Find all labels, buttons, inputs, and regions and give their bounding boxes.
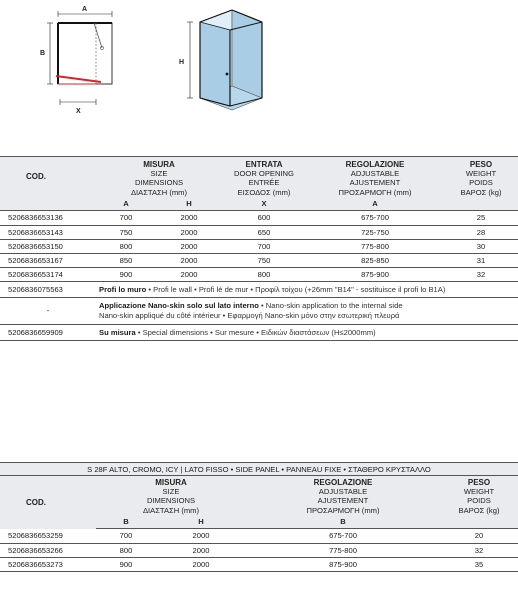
adjust-header-en: ADJUSTABLE — [350, 169, 400, 179]
sub-header-adj: B — [246, 515, 440, 529]
row-weight: 28 — [444, 225, 518, 239]
size-header-en: SIZE — [162, 487, 180, 497]
side-panel-table — [0, 462, 518, 572]
row-adj: 675-700 — [246, 529, 440, 543]
weight-header-gr: ΒΑΡΟΣ (kg) — [460, 187, 502, 197]
sub-header-x: X — [222, 197, 306, 211]
size-header-en: SIZE — [150, 169, 168, 179]
size-header-gr: ΔΙΑΣΤΑΣΗ (mm) — [142, 505, 200, 515]
row-x: 800 — [222, 268, 306, 282]
row-adj: 775-800 — [246, 543, 440, 557]
note-row-custom — [0, 325, 518, 341]
row-h: 2000 — [156, 557, 246, 571]
weight-header-it: PESO — [469, 160, 493, 169]
table-row — [0, 557, 518, 571]
sub-header-h: H — [156, 515, 246, 529]
row-b: 800 — [96, 543, 156, 557]
entry-header-en: DOOR OPENING — [234, 169, 294, 179]
row-weight: 30 — [444, 239, 518, 253]
note-code: 5206836659909 — [0, 325, 96, 341]
note-row-nano-skin — [0, 298, 518, 325]
row-adj: 675-700 — [306, 211, 444, 225]
row-code: 5206836653150 — [0, 239, 96, 253]
row-h: 2000 — [156, 268, 222, 282]
iso-view-diagram — [170, 0, 270, 122]
product-table — [0, 156, 518, 341]
diagrams — [0, 0, 518, 150]
table-row — [0, 239, 518, 253]
product-table-header — [0, 157, 518, 197]
adjust-header-it: REGOLAZIONE — [313, 478, 373, 487]
row-weight: 32 — [440, 543, 518, 557]
row-weight: 25 — [444, 211, 518, 225]
adjust-header-fr: AJUSTEMENT — [349, 178, 401, 188]
dim-h-label: H — [179, 59, 185, 66]
table-row — [0, 529, 518, 543]
row-x: 600 — [222, 211, 306, 225]
note-code: - — [0, 298, 96, 325]
sub-header-h: H — [156, 197, 222, 211]
row-a: 800 — [96, 239, 156, 253]
size-header-gr: ΔΙΑΣΤΑΣΗ (mm) — [130, 187, 188, 197]
plan-view-diagram — [36, 2, 136, 114]
row-weight: 35 — [440, 557, 518, 571]
weight-header-fr: POIDS — [469, 178, 493, 188]
table-row — [0, 268, 518, 282]
dim-b-label: B — [40, 50, 46, 57]
entry-header-it: ENTRATA — [245, 160, 283, 169]
row-code: 5206836653167 — [0, 253, 96, 267]
row-h: 2000 — [156, 211, 222, 225]
row-b: 700 — [96, 529, 156, 543]
row-a: 850 — [96, 253, 156, 267]
weight-header-en: WEIGHT — [465, 169, 497, 179]
row-b: 900 — [96, 557, 156, 571]
note-title: Profi lo muro — [99, 284, 147, 294]
weight-header-gr: ΒΑΡΟΣ (kg) — [458, 505, 500, 515]
row-h: 2000 — [156, 239, 222, 253]
weight-header-it: PESO — [467, 478, 491, 487]
row-weight: 32 — [444, 268, 518, 282]
dim-a-label: A — [82, 6, 88, 13]
adjust-header-it: REGOLAZIONE — [345, 160, 405, 169]
row-adj: 875-900 — [246, 557, 440, 571]
row-h: 2000 — [156, 529, 246, 543]
note-title: Su misura — [99, 327, 136, 337]
adjust-header-gr: ΠΡΟΣΑΡΜΟΓΗ (mm) — [338, 187, 412, 197]
row-h: 2000 — [156, 253, 222, 267]
table-row — [0, 253, 518, 267]
row-adj: 875-900 — [306, 268, 444, 282]
table-row — [0, 543, 518, 557]
code-header: COD. — [26, 172, 46, 182]
row-h: 2000 — [156, 225, 222, 239]
row-weight: 20 — [440, 529, 518, 543]
note-row-wall-profile — [0, 282, 518, 298]
row-code: 5206836653174 — [0, 268, 96, 282]
row-a: 700 — [96, 211, 156, 225]
size-header-it: MISURA — [155, 478, 187, 487]
note-code: 5206836075563 — [0, 282, 96, 298]
entry-header-fr: ENTRÉE — [248, 178, 280, 188]
row-weight: 31 — [444, 253, 518, 267]
row-code: 5206836653259 — [0, 529, 96, 543]
size-header-fr: DIMENSIONS — [146, 496, 196, 506]
size-header-it: MISURA — [143, 160, 175, 169]
row-x: 650 — [222, 225, 306, 239]
row-a: 750 — [96, 225, 156, 239]
weight-header-en: WEIGHT — [463, 487, 495, 497]
sub-header-adj: A — [306, 197, 444, 211]
dim-x-label: X — [76, 108, 81, 115]
note-text: • Profi le wall • Profi lé de mur • Προφίλ τοίχου (+26mm "B14" - sostituisce il profi lo B1A) — [146, 284, 446, 294]
row-code: 5206836653143 — [0, 225, 96, 239]
size-header-fr: DIMENSIONS — [134, 178, 184, 188]
adjust-header-gr: ΠΡΟΣΑΡΜΟΓΗ (mm) — [306, 505, 380, 515]
row-h: 2000 — [156, 543, 246, 557]
note-text: • Special dimensions • Sur mesure • Ειδικών διαστάσεων (H≤2000mm) — [135, 327, 376, 337]
entry-header-gr: ΕΙΣΟΔΟΣ (mm) — [237, 187, 291, 197]
adjust-header-fr: AJUSTEMENT — [317, 496, 369, 506]
adjust-header-en: ADJUSTABLE — [318, 487, 368, 497]
code-header: COD. — [26, 497, 46, 507]
row-adj: 725-750 — [306, 225, 444, 239]
sub-header-a: A — [96, 197, 156, 211]
side-panel-header — [0, 476, 518, 529]
note-text-line2: Nano-skin appliqué du côté intérieur • Εφαρμογή Nano-skin μόνο στην εσωτερική πλευρά — [99, 311, 400, 321]
table-row — [0, 225, 518, 239]
side-panel-title: S 28F ALTO, CROMO, ICY | LATO FISSO • SIDE PANEL • PANNEAU FIXE • ΣΤΑΘΕΡΟ ΚΡΥΣΤΑΛΛΟ — [0, 463, 518, 476]
row-a: 900 — [96, 268, 156, 282]
note-title: Applicazione Nano-skin solo sul lato interno — [99, 300, 259, 310]
row-adj: 825-850 — [306, 253, 444, 267]
note-text: • Nano-skin application to the internal side — [258, 300, 403, 310]
row-adj: 775-800 — [306, 239, 444, 253]
weight-header-fr: POIDS — [467, 496, 491, 506]
row-code: 5206836653136 — [0, 211, 96, 225]
row-code: 5206836653266 — [0, 543, 96, 557]
table-row — [0, 211, 518, 225]
row-x: 750 — [222, 253, 306, 267]
row-code: 5206836653273 — [0, 557, 96, 571]
sub-header-b: B — [96, 515, 156, 529]
row-x: 700 — [222, 239, 306, 253]
